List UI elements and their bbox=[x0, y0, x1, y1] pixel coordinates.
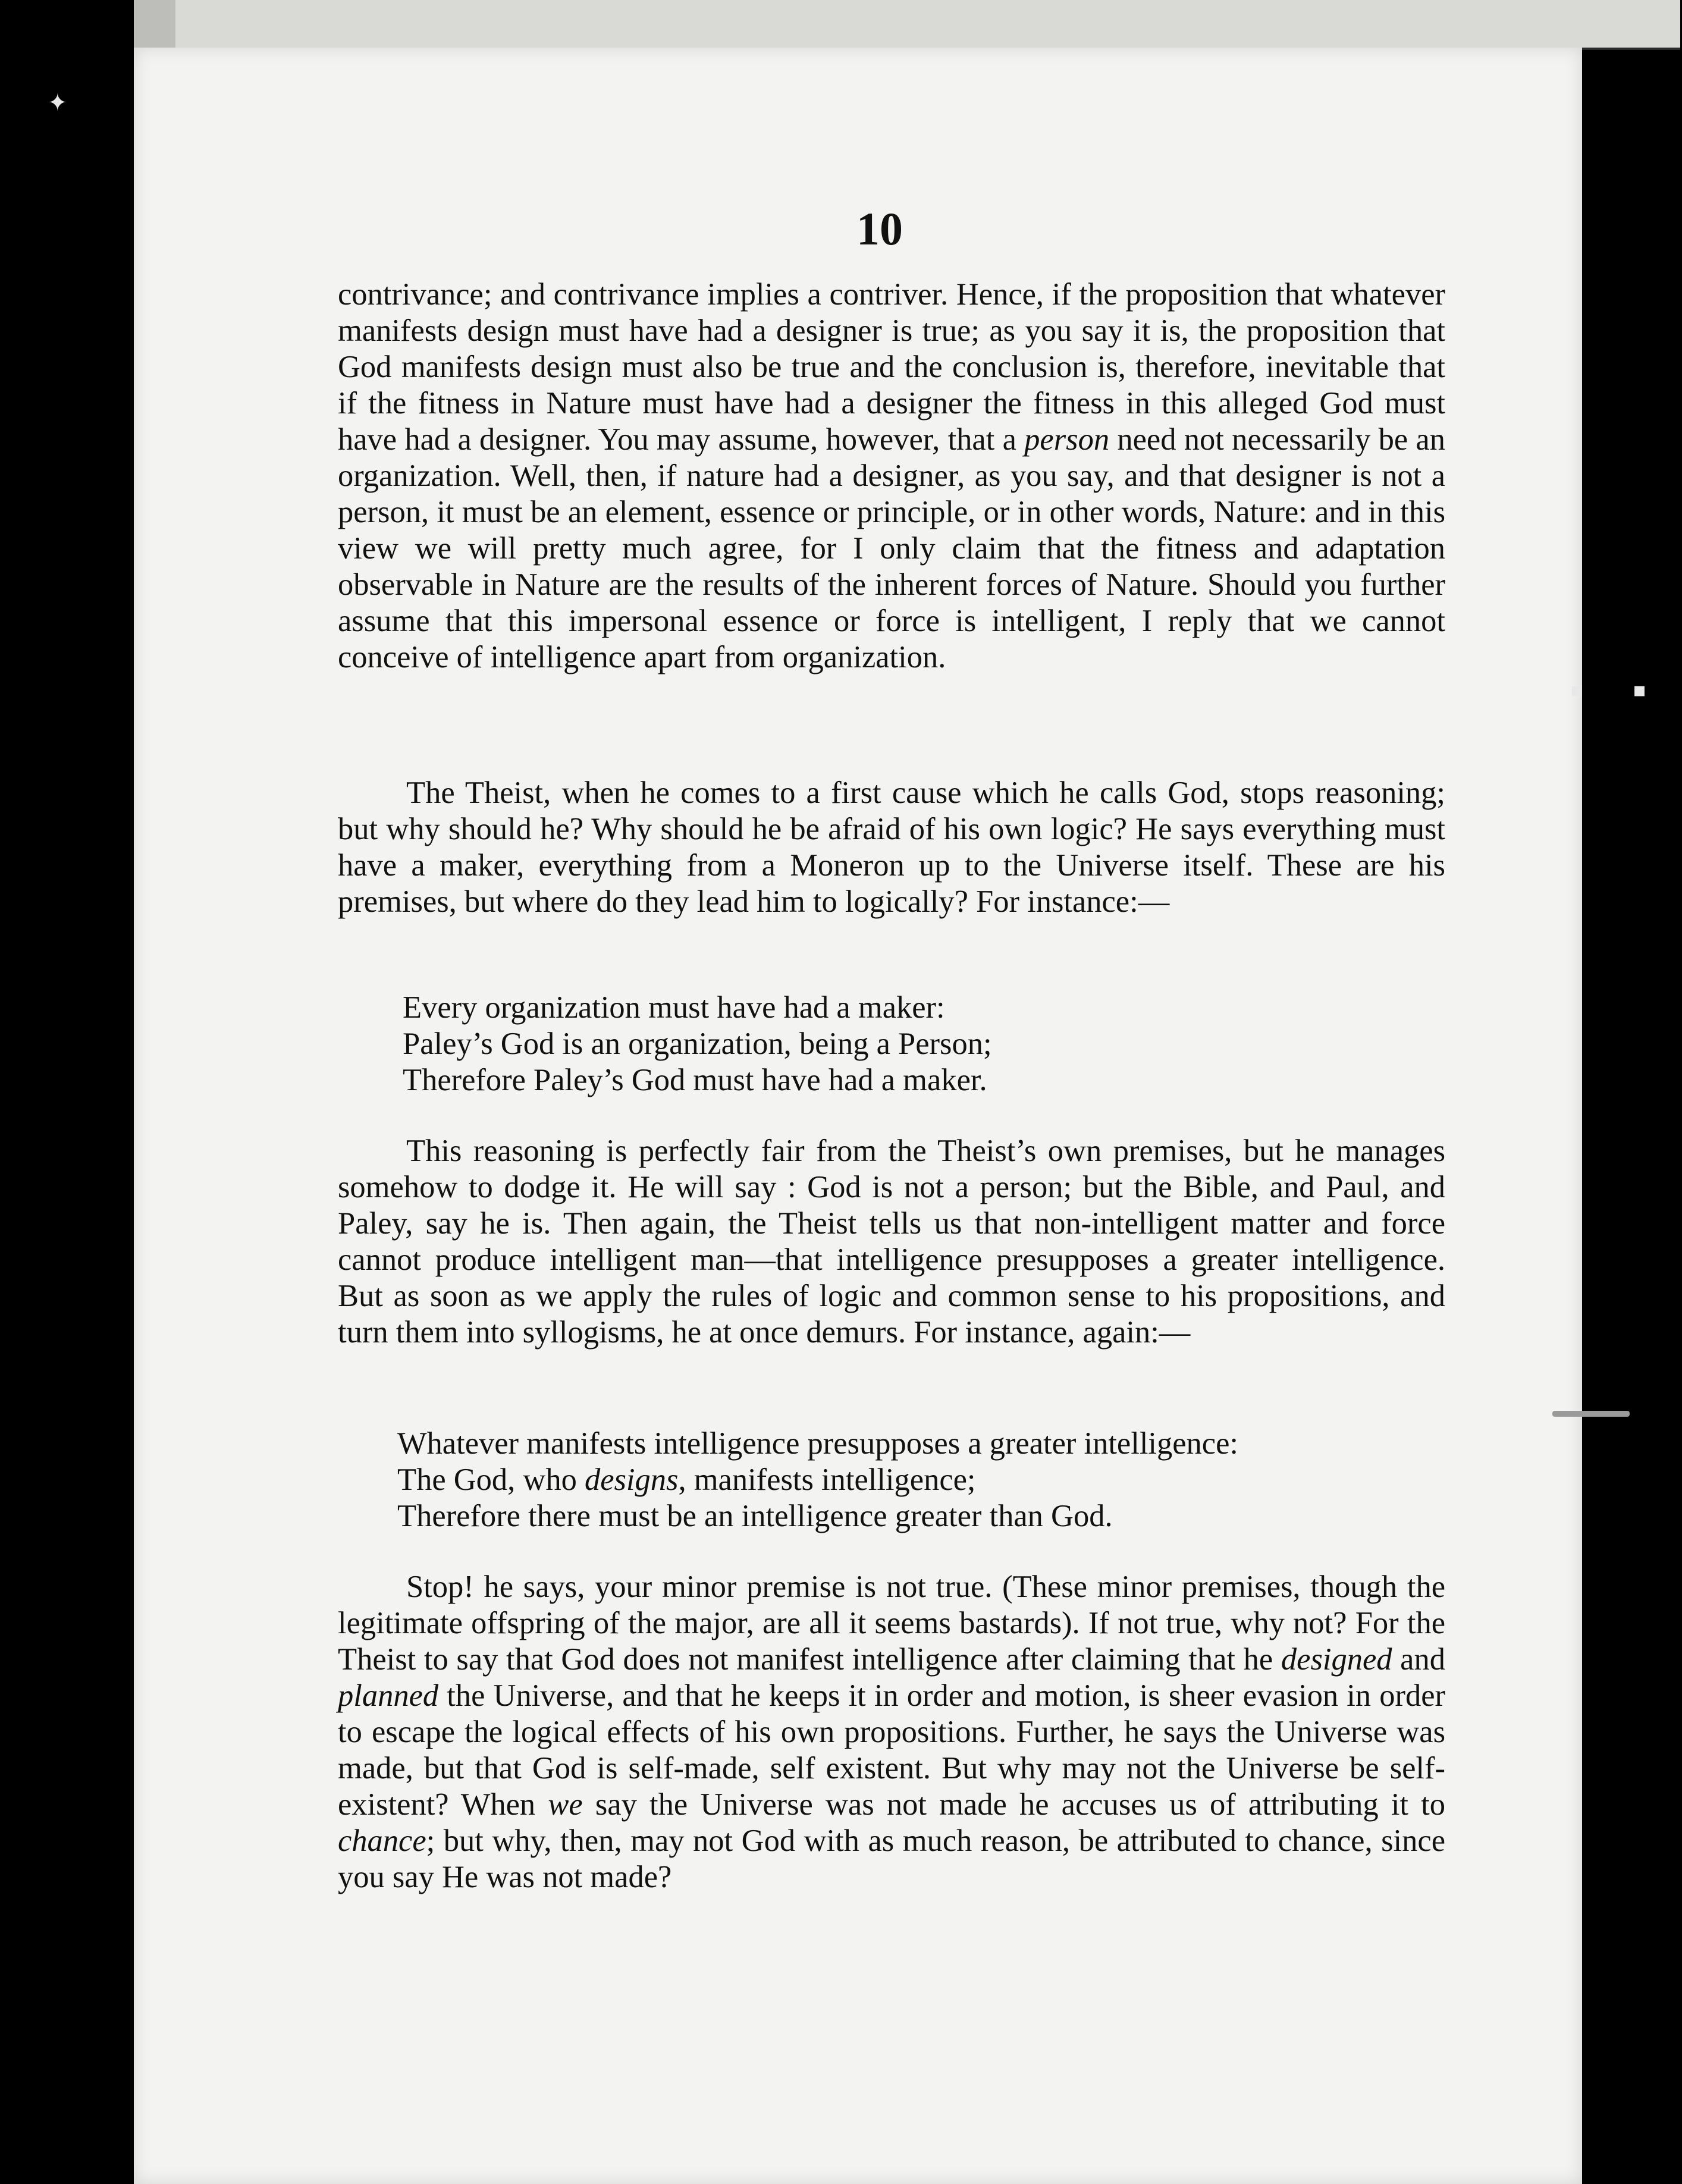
syllogism-2-minor: The God, who designs, manifests intelligence; bbox=[397, 1463, 976, 1497]
emphasis-planned: planned bbox=[338, 1678, 439, 1713]
margin-mark-left: ✦ bbox=[48, 89, 68, 117]
emphasis-designed: designed bbox=[1281, 1642, 1392, 1677]
syllogism-1-major: Every organization must have had a maker: bbox=[403, 990, 945, 1025]
emphasis-chance: chance bbox=[338, 1824, 426, 1858]
paragraph-2: The Theist, when he comes to a first cause which he calls God, stops reasoning; but why should he? Why should he be afraid of his own logic? He says everything must have a maker, everything from a Moneron up to the Universe itself. These are his premises, but where do they lead him to logically? For instance:— bbox=[338, 776, 1445, 919]
margin-mark-right-1: ▪ bbox=[1570, 678, 1584, 702]
paragraph-4: Stop! he says, your minor premise is not true. (These minor premises, though the legitimate offspring of the major, are all it seems bastards). If not true, why not? For the Theist to say that God does not manifest intelligence after claiming that he designed and planned the Universe, and that he keeps it in order and motion, is sheer evasion in order to escape the logical effects of his own propositions. Further, he says the Universe was made, but that God is self-made, self existent. But why may not the Universe be self-existent? When we say the Universe was not made he accuses us of attributing it to chance; but why, then, may not God with as much reason, be attributed to chance, since you say He was not made? bbox=[338, 1570, 1445, 1894]
emphasis-person: person bbox=[1024, 422, 1110, 457]
emphasis-we: we bbox=[548, 1787, 583, 1822]
syllogism-2 bbox=[397, 1426, 1238, 1535]
page-edge-mark bbox=[1552, 1411, 1630, 1417]
emphasis-designs: designs bbox=[584, 1463, 679, 1497]
syllogism-1 bbox=[403, 990, 992, 1099]
scan-top-strip bbox=[134, 0, 1680, 50]
paragraph-3: This reasoning is perfectly fair from the Theist’s own premises, but he manages somehow to dodge it. He will say : God is not a person; but the Bible, and Paul, and Paley, say he is. Then again, the Theist tells us that non-intelligent matter and force cannot produce intelligent man—that intelligence presupposes a greater intelligence. But as soon as we apply the rules of logic and common sense to his propositions, and turn them into syllogisms, he at once demurs. For instance, again:— bbox=[338, 1134, 1445, 1350]
scan-top-tab bbox=[134, 0, 175, 48]
page-number: 10 bbox=[856, 203, 903, 255]
syllogism-1-minor: Paley’s God is an organization, being a Person; bbox=[403, 1027, 992, 1061]
paragraph-1: contrivance; and contrivance implies a contriver. Hence, if the proposition that whatever manifests design must have had a designer is true; as you say it is, the proposition that God manifests design must also be true and the conclusion is, therefore, inevitable that if the fitness in Nature must have had a designer the fitness in this alleged God must have had a designer. You may assume, however, that a person need not necessarily be an organization. Well, then, if nature had a designer, as you say, and that designer is not a person, it must be an element, essence or principle, or in other words, Nature: and in this view we will pretty much agree, for I only claim that the fitness and adaptation observable in Nature are the results of the inherent forces of Nature. Should you further assume that this impersonal essence or force is intelligent, I reply that we cannot conceive of intelligence apart from organization. bbox=[338, 277, 1445, 674]
syllogism-2-major: Whatever manifests intelligence presupposes a greater intelligence: bbox=[397, 1426, 1238, 1461]
syllogism-2-conclusion: Therefore there must be an intelligence greater than God. bbox=[397, 1499, 1113, 1533]
margin-mark-right-2: ▪ bbox=[1633, 678, 1647, 702]
syllogism-1-conclusion: Therefore Paley’s God must have had a maker. bbox=[403, 1063, 987, 1097]
